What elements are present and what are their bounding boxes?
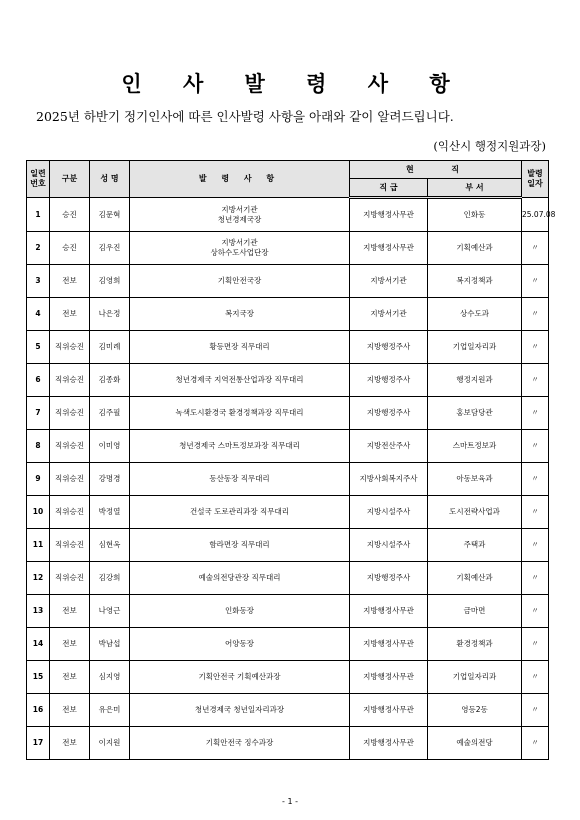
detail-cell [130,198,350,232]
grade-cell: 지방행정주사 [350,397,428,430]
detail-line: 지방서기관 [221,204,258,214]
dept-cell: 홍보담당관 [428,397,522,430]
detail-cell [130,232,350,265]
table-row [27,529,549,562]
table-row [27,331,549,364]
table-row [27,430,549,463]
table-row [27,694,549,727]
detail-line: 청년경제국 청년일자리과장 [194,705,285,714]
header-date-line2: 일자 [527,179,543,188]
name-cell: 박정열 [90,496,130,529]
type-cell: 전보 [50,628,90,661]
detail-line: 지방서기관 [221,238,258,247]
name-cell: 나은정 [90,298,130,331]
header-detail: 발 령 사 항 [130,161,350,198]
detail-cell [130,331,350,364]
date-cell: 〃 [522,628,549,661]
detail-cell [130,463,350,496]
date-cell: 25.07.08 [522,198,549,232]
date-cell: 〃 [522,595,549,628]
grade-cell: 지방사회복지주사 [350,463,428,496]
name-cell: 박남섭 [90,628,130,661]
type-cell: 직위승진 [50,364,90,397]
header-name: 성 명 [90,161,130,198]
detail-cell [130,661,350,694]
date-cell: 〃 [522,463,549,496]
serial-no-cell: 6 [27,364,50,397]
header-serial-no [27,161,50,198]
dept-cell: 아동보육과 [428,463,522,496]
serial-no-cell: 15 [27,661,50,694]
table-row [27,595,549,628]
table-row [27,397,549,430]
grade-cell: 지방행정사무관 [350,628,428,661]
dept-cell: 인화동 [428,198,522,232]
header-current-position: 현 직 [350,161,522,179]
detail-cell [130,694,350,727]
table-row [27,265,549,298]
table-row [27,232,549,265]
detail-line: 기획안전국 징수과장 [205,738,274,747]
serial-no-cell: 7 [27,397,50,430]
type-cell: 직위승진 [50,397,90,430]
grade-cell: 지방행정주사 [350,331,428,364]
serial-no-cell: 11 [27,529,50,562]
date-cell: 〃 [522,265,549,298]
grade-cell: 지방행정주사 [350,364,428,397]
name-cell: 김문혁 [90,198,130,232]
detail-cell [130,529,350,562]
detail-cell [130,628,350,661]
dept-cell: 상수도과 [428,298,522,331]
serial-no-cell: 2 [27,232,50,265]
header-type: 구분 [50,161,90,198]
serial-no-cell: 17 [27,727,50,760]
detail-line: 청년경제국장 [217,214,262,224]
detail-line: 황등면장 직무대리 [209,342,270,351]
date-cell: 〃 [522,562,549,595]
type-cell: 승진 [50,232,90,265]
dept-cell: 기획예산과 [428,232,522,265]
type-cell: 직위승진 [50,430,90,463]
type-cell: 전보 [50,265,90,298]
type-cell: 승진 [50,198,90,232]
grade-cell: 지방행정사무관 [350,595,428,628]
detail-line: 기획안전국장 [217,276,262,285]
date-cell: 〃 [522,529,549,562]
type-cell: 전보 [50,298,90,331]
detail-cell [130,364,350,397]
grade-cell: 지방서기관 [350,265,428,298]
table-row [27,628,549,661]
name-cell: 김영희 [90,265,130,298]
name-cell: 강명경 [90,463,130,496]
table-row [27,198,549,232]
header-serial-no-line2: 번호 [30,179,46,188]
serial-no-cell: 9 [27,463,50,496]
name-cell: 김강희 [90,562,130,595]
name-cell: 김주필 [90,397,130,430]
serial-no-cell: 14 [27,628,50,661]
name-cell: 유은미 [90,694,130,727]
table-row [27,661,549,694]
type-cell: 전보 [50,694,90,727]
detail-line: 청년경제국 스마트정보과장 직무대리 [179,441,300,450]
type-cell: 직위승진 [50,529,90,562]
serial-no-cell: 8 [27,430,50,463]
grade-cell: 지방행정사무관 [350,232,428,265]
date-cell: 〃 [522,430,549,463]
table-row [27,463,549,496]
serial-no-cell: 4 [27,298,50,331]
detail-line: 복지국장 [225,309,254,318]
dept-cell: 금마면 [428,595,522,628]
grade-cell: 지방행정주사 [350,562,428,595]
type-cell: 전보 [50,595,90,628]
dept-cell: 스마트정보과 [428,430,522,463]
table-row [27,727,549,760]
name-cell: 나영근 [90,595,130,628]
header-date [522,161,549,198]
detail-cell [130,496,350,529]
name-cell: 심지영 [90,661,130,694]
type-cell: 전보 [50,661,90,694]
appointment-table [26,160,556,760]
name-cell: 이미영 [90,430,130,463]
detail-cell [130,727,350,760]
grade-cell: 지방시설주사 [350,529,428,562]
header-date-line1: 발령 [527,169,543,178]
intro-text: 2025년 하반기 정기인사에 따른 인사발령 사항을 아래와 같이 알려드립니다. [36,109,454,124]
detail-line: 청년경제국 지역전통산업과장 직무대리 [175,375,304,384]
dept-cell: 행정지원과 [428,364,522,397]
header-grade: 직 급 [350,179,428,198]
document-title: 인 사 발 령 사 항 [121,72,467,96]
grade-cell: 지방서기관 [350,298,428,331]
date-cell: 〃 [522,331,549,364]
grade-cell: 지방행정사무관 [350,727,428,760]
detail-line: 인화동장 [225,606,254,615]
date-cell: 〃 [522,397,549,430]
table-row [27,496,549,529]
header-dept: 부 서 [428,179,522,198]
serial-no-cell: 13 [27,595,50,628]
table-row [27,562,549,595]
type-cell: 전보 [50,727,90,760]
detail-cell [130,298,350,331]
grade-cell: 지방전산주사 [350,430,428,463]
grade-cell: 지방시설주사 [350,496,428,529]
dept-cell: 기업일자리과 [428,331,522,364]
serial-no-cell: 10 [27,496,50,529]
type-cell: 직위승진 [50,331,90,364]
serial-no-cell: 1 [27,198,50,232]
detail-line: 어양동장 [225,639,254,648]
page-number: - 1 - [282,797,298,806]
detail-cell [130,562,350,595]
dept-cell: 복지정책과 [428,265,522,298]
name-cell: 김종화 [90,364,130,397]
dept-cell: 기획예산과 [428,562,522,595]
date-cell: 〃 [522,727,549,760]
detail-cell [130,595,350,628]
detail-line: 기획안전국 기획예산과장 [198,672,281,681]
date-cell: 〃 [522,298,549,331]
type-cell: 직위승진 [50,562,90,595]
detail-cell [130,430,350,463]
dept-cell: 환경정책과 [428,628,522,661]
dept-cell: 예술의전당 [428,727,522,760]
serial-no-cell: 16 [27,694,50,727]
date-cell: 〃 [522,694,549,727]
detail-line: 함라면장 직무대리 [209,540,270,549]
detail-cell [130,265,350,298]
date-cell: 〃 [522,496,549,529]
issuing-department: (익산시 행정지원과장) [433,139,546,153]
grade-cell: 지방행정사무관 [350,661,428,694]
name-cell: 김미례 [90,331,130,364]
table-body [27,198,556,760]
serial-no-cell: 3 [27,265,50,298]
grade-cell: 지방행정사무관 [350,694,428,727]
header-serial-no-line1: 일련 [30,169,46,178]
serial-no-cell: 12 [27,562,50,595]
serial-no-cell: 5 [27,331,50,364]
dept-cell: 영등2동 [428,694,522,727]
name-cell: 이지원 [90,727,130,760]
type-cell: 직위승진 [50,463,90,496]
date-cell: 〃 [522,364,549,397]
name-cell: 김우진 [90,232,130,265]
name-cell: 심현옥 [90,529,130,562]
table-row [27,298,549,331]
grade-cell: 지방행정사무관 [350,198,428,232]
detail-line: 상하수도사업단장 [210,248,269,257]
detail-cell [130,397,350,430]
table-row [27,364,549,397]
detail-line: 건설국 도로관리과장 직무대리 [190,507,289,516]
dept-cell: 주택과 [428,529,522,562]
dept-cell: 도시전략사업과 [428,496,522,529]
type-cell: 직위승진 [50,496,90,529]
detail-line: 동산동장 직무대리 [209,474,270,483]
dept-cell: 기업일자리과 [428,661,522,694]
date-cell: 〃 [522,661,549,694]
detail-line: 예술의전당관장 직무대리 [198,573,281,582]
date-cell: 〃 [522,232,549,265]
table-header [27,161,549,198]
detail-line: 녹색도시환경국 환경정책과장 직무대리 [175,408,304,417]
